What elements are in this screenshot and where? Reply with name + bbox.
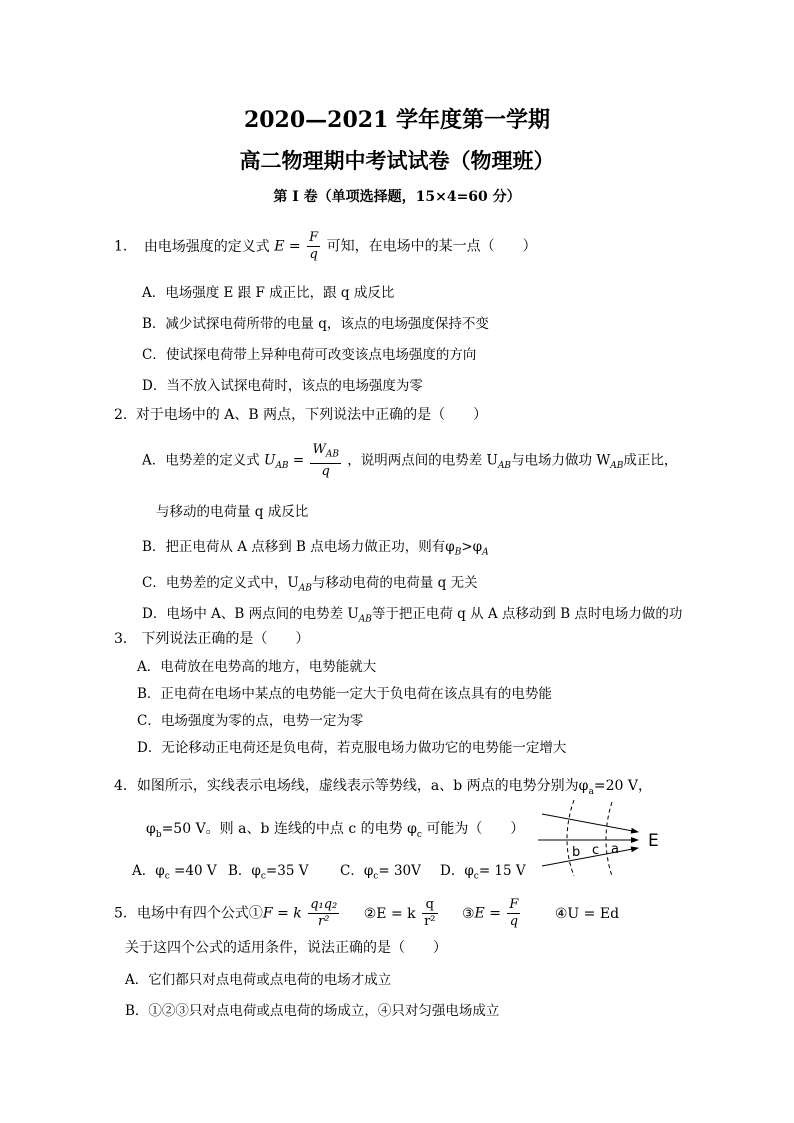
label-a: a [611, 842, 619, 857]
fraction: $\frac{q}{\text{r²}}$ [424, 897, 436, 929]
label-e: E [648, 831, 659, 851]
option-4d: D．$\varphi_c= 15$ V [440, 863, 526, 882]
question-5-stem: 5．电场中有四个公式①F = k $\frac{\text{q₁q₂}}{\text{r²}}$ ②E = k $\frac{q}{\text{r²}}$ ③E = $\frac{F}{q}$ ④U = Ed [114, 897, 620, 929]
question-4-line1: 4．如图所示，实线表示电场线，虚线表示等势线，a、b 两点的电势分别为$\varphi_a=20$ V， [114, 778, 652, 797]
field-line-bottom [542, 848, 638, 866]
option-1b: B．减少试探电荷所带的电量 q，该点的电场强度保持不变 [142, 316, 489, 332]
fraction: $\frac{W_{AB}}{q}$ [312, 442, 339, 479]
question-4-line2: $\varphi_b=50$ V。则 a、b 连线的中点 c 的电势 $\varphi_c$ 可能为（ ） [146, 821, 525, 840]
equipotential-line-left [567, 800, 574, 876]
option-2c: C．电势差的定义式中，$U_{AB}$与移动电荷的电荷量 q 无关 [142, 575, 478, 594]
option-3a: A．电荷放在电势高的地方，电势能就大 [137, 659, 377, 675]
option-3d: D．无论移动正电荷还是负电荷，若克服电场力做功它的电势能一定增大 [137, 740, 567, 756]
option-1c: C．使试探电荷带上异种电荷可改变该点电场强度的方向 [142, 347, 477, 363]
question-number: 4． [114, 778, 137, 794]
fraction: $\frac{\text{q₁q₂}}{\text{r²}}$ [310, 897, 338, 929]
question-2-stem: 2. 对于电场中的 A、B 两点，下列说法中正确的是（ ） [114, 407, 488, 423]
option-1a: A．电场强度 E 跟 F 成正比，跟 q 成反比 [142, 285, 395, 301]
option-2a: A．电势差的定义式 $U_{AB}$ = $\frac{W_{AB}}{q}$ ，说明两点间的电势差 $U_{AB}$与电场力做功 $W_{AB}$成正比， [142, 442, 678, 479]
fraction: $\frac{F}{q}$ [309, 230, 319, 262]
option-4c: C．$\varphi_c= 30V$ [340, 863, 421, 882]
question-1-stem: 1. 由电场强度的定义式 E = $\frac{F}{q}$ 可知，在电场中的某一点（ ） [114, 230, 537, 262]
question-number: 5． [114, 905, 137, 922]
question-3-stem: 3． 下列说法正确的是（ ） [114, 631, 310, 647]
field-line-top [542, 814, 638, 832]
question-number: 3． [114, 631, 137, 647]
option-2b: B．把正电荷从 A 点移到 B 点电场力做正功，则有$\varphi_B>\varphi_A$ [142, 539, 489, 558]
question-5-stem2: 关于这四个公式的适用条件，说法正确的是（ ） [125, 940, 447, 956]
label-b: b [572, 845, 581, 860]
electric-field-diagram [534, 796, 674, 878]
section-title: 第 I 卷（单项选择题，15×4=60 分） [273, 189, 521, 205]
option-2a-continued: 与移动的电荷量 q 成反比 [156, 504, 309, 520]
option-4b: B．$\varphi_c=35$ V [228, 863, 309, 882]
option-2d: D．电场中 A、B 两点间的电势差 $U_{AB}$等于把正电荷 q 从 A 点移动到 B 点时电场力做的功 [142, 606, 683, 625]
option-3c: C．电场强度为零的点，电势一定为零 [137, 713, 364, 729]
question-number: 2. [114, 407, 128, 423]
option-1d: D．当不放入试探电荷时，该点的电场强度为零 [142, 378, 423, 394]
exam-title: 高二物理期中考试试卷（物理班） [239, 148, 555, 173]
question-number: 1. [114, 238, 128, 255]
fraction: $\frac{F}{q}$ [509, 897, 519, 929]
label-c: c [592, 843, 600, 858]
option-5b: B．①②③只对点电荷或点电荷的场成立，④只对匀强电场成立 [125, 1003, 500, 1019]
option-5a: A．它们都只对点电荷或点电荷的电场才成立 [125, 972, 392, 988]
year-title: 2020—2021 学年度第一学期 [243, 107, 551, 133]
option-3b: B．正电荷在电场中某点的电势能一定大于负电荷在该点具有的电势能 [137, 686, 552, 702]
equipotential-line-right [606, 802, 612, 876]
option-4a: A．$\varphi_c =40$ V [132, 863, 217, 882]
